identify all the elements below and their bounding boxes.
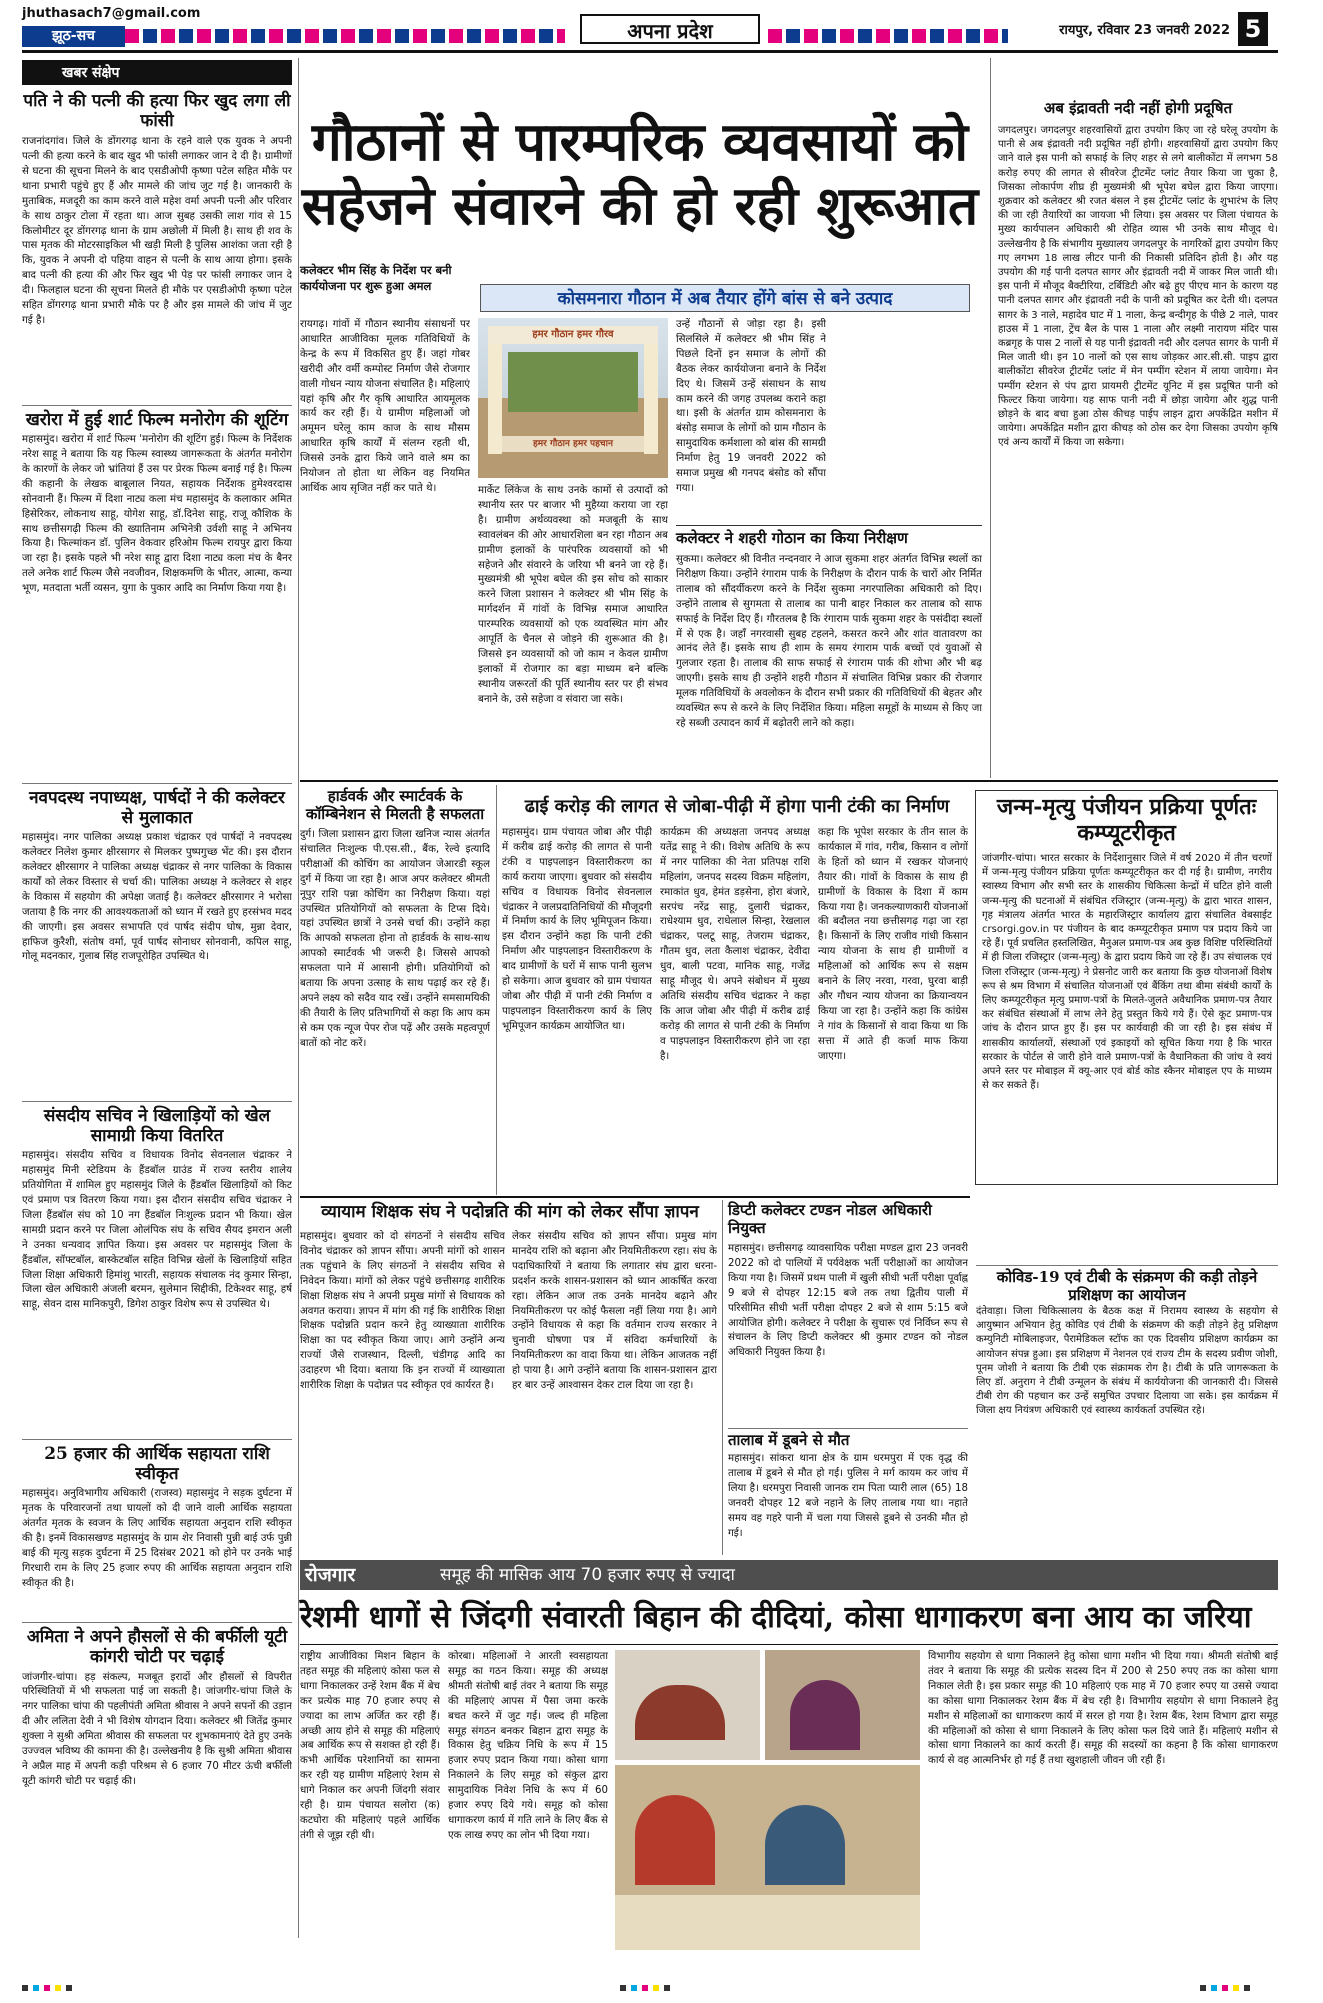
brief-1-body: राजनांदगांव। जिले के डोंगरगढ़ थाना के रहने वाले एक युवक ने अपनी पत्नी की हत्या करने के बाद खुद भी फांसी लगाकर जान दे दी है। ग्रामीणों से घटना की सूचना मिलने के बाद एसडीओपी कृष्णा पटेल सहित मौके पर थाना प्रभारी पहुंचे हुए हैं और मामले की जांच जुट गई है। जानकारी के मुताबिक, मजदूरी का काम करने वाले महेश वर्मा अपनी पत्नी और परिवार के साथ ठाकुर टोला में रहता था। आज सुबह उसकी लाश गांव से 15 किलोमीटर दूर डोंगरगढ़ थाना के ग्राम अछोली में मिली है। साथ ही शव के पास मृतक की मोटरसाइकिल भी खड़ी मिली है पुलिस आशंका जता रही है कि, युवक ने अपनी दो पहिया वाहन से पत्नी के साथ आया होगा। इसके बाद पत्नी की हत्या की और फिर खुद भी पेड़ पर फांसी लगाकर जान दे दी। फिलहाल घटना की सूचना मिलते ही मौके पर एसडीओपी कृष्णा पटेल सहित डोंगरगढ़ थाना प्रभारी मौके पर है और इस मामले की जांच में जुट गई है। — [22, 136, 292, 326]
brief-label: खबर संक्षेप — [22, 60, 292, 85]
brief-4-headline: संसदीय सचिव ने खिलाड़ियों को खेल सामाग्री किया वितरित — [22, 1101, 292, 1146]
birthdeath-headline: जन्म-मृत्यु पंजीयन प्रक्रिया पूर्णतः कम्प्यूटरीकृत — [996, 794, 1257, 846]
brief-2-headline: खरोरा में हुई शार्ट फिल्म मनोरोग की शूटिंग — [22, 405, 292, 430]
lead-banner: कोसमनारा गौठान में अब तैयार होंगे बांस से बने उत्पाद — [480, 284, 970, 312]
deputy-collector-headline: डिप्टी कलेक्टर टण्डन नोडल अधिकारी नियुक्त — [728, 1201, 932, 1237]
drowning-headline: तालाब में डूबने से मौत — [728, 1428, 968, 1450]
brief-3-body: महासमुंद। नगर पालिका अध्यक्ष प्रकाश चंद्राकर एवं पार्षदों ने नवपदस्थ कलेक्टर निलेश कुमार क्षीरसागर से मिलकर पुष्पगुच्छ भेंट की। इस दौरान कलेक्टर क्षीरसागर ने पालिका अध्यक्ष चंद्राकर से नगर पालिका के विकास कार्यों को लेकर विस्तार से चर्चा की। पालिका अध्यक्ष ने कलेक्टर से शहर के विकास में सहयोग की अपेक्षा जताई है। कलेक्टर क्षीरसागर ने भरोसा जताया है कि नगर की आवश्यकताओं को ध्यान में रखते हुए हरसंभव मदद की जाएगी। इस अवसर सभापति एवं पार्षद संदीप घोष, मुन्ना देवार, हाफिज कुरैशी, संतोष वर्मा, पूर्व पार्षद सोनाधर सोनवानी, कपिल साहू, गोलू मदनकार, गुलाब सिंह राजपूरोहित उपस्थित थे। — [22, 832, 292, 963]
masthead-rule — [22, 50, 1278, 53]
gate-pillar-right — [644, 344, 658, 454]
masthead-stripe-right — [768, 29, 1008, 43]
drowning-body: महासमुंद। सांकरा थाना क्षेत्र के ग्राम धरमपुरा में एक वृद्ध की तालाब में डूबने से मौत हो गई। पुलिस ने मर्ग कायम कर जांच में लिया है। धरमपुरा निवासी जानक राम पिता प्यारी लाल (65) 18 जनवरी दोपहर 12 बजे नहाने के लिए तालाब गया था। नहाते समय वह गहरे पानी में चला गया जिससे डूबने से उनकी मौत हो गई। — [728, 1453, 968, 1539]
brief-6-body: जांजगीर-चांपा। हड़ संकल्प, मजबूत इरादों और हौसलों से विपरीत परिस्थितियों में भी सफलता पाई जा सकती है। जांजगीर-चांपा जिले के नगर पालिका चांपा की पहलीपंती अमिता श्रीवास ने अपने सपनों की उड़ान दी और ललिता देवी ने भी विशेष योगदान दिया। कलेक्टर श्री जितेंद्र कुमार शुक्ला ने सुश्री अमिता श्रीवास की सफलता पर शुभकामनाएं देते हुए उनके उज्ज्वल भविष्य की कामना की है। उल्लेखनीय है कि सुश्री अमिता श्रीवास ने अप्रैल माह में अपनी कड़ी परिश्रम से 6 हजार 70 मीटर ऊंची बर्फीली यूटी कांगरी चोटी पर चढ़ाई की। — [22, 1671, 292, 1787]
trees — [508, 352, 638, 412]
birthdeath-body: जांजगीर-चांपा। भारत सरकार के निर्देशानुसार जिले में वर्ष 2020 में तीन चरणों में जन्म-मृत्यु पंजीयन प्रक्रिया पूर्णतः कम्प्यूटरीकृत कर दी गई है। ग्रामीण, नगरीय स्वास्थ्य विभाग और सभी स्तर के शासकीय चिकित्सा केन्द्रों में घटित होने वाली जन्म-मृत्यु की घटनाओं में संबंधित रजिस्ट्रार (जन्म-मृत्यु) के द्वारा भारत शासन, गृह मंत्रालय अंतर्गत भारत के महारजिस्ट्रार कार्यालय द्वारा संचालित वेबसाईट crsorgi.gov.in पर पंजीयन के बाद कम्प्यूटरीकृत प्रमाण पत्र प्रदाय किये जा रहे हैं। पूर्व प्रचलित हस्तलिखित, मैनुअल प्रमाण-पत्र अब कुछ विशिष्ट परिस्थितियों में ही जिला रजिस्ट्रार (जन्म-मृत्यु) के द्वारा प्रदाय किये जा रहे हैं। उप संचालक एवं जिला रजिस्ट्रार (जन्म-मृत्यु) ने प्रेसनोट जारी कर बताया कि कुछ योजनाओं विशेष रूप से श्रम विभाग में संचालित योजनाओं एवं बैंकिंग तथा बीमा संबंधी कार्यों के लिए कम्प्यूटरीकृत मृत्यु प्रमाण-पत्रों के मिलते-जुलते अवैधानिक प्रमाण-पत्र तैयार कर संबंधित संस्थाओं में लाभ लेने हेतु प्रस्तुत किये गये हैं। ऐसे कूट प्रमाण-पत्र जांच के दौरान प्राप्त हुए हैं। इस पर कार्यवाही की जा रही है। इस संबंध में शासकीय कार्यालयों, संस्थाओं एवं इकाइयों को सूचित किया गया है कि भारत सरकार के पोर्टल से जारी होने वाले प्रमाण-पत्रों के वैधानिकता की जांच वे स्वयं अपने स्तर पर मोबाइल में क्यू-आर एवं बोर्ड कोड स्कैनर मोबाइल एप के माध्यम से कर सकते हैं। — [982, 853, 1272, 1092]
section-title: अपना प्रदेश — [580, 14, 760, 44]
rozgar-body-col3: विभागीय सहयोग से धागा निकालने हेतु कोसा धागा मशीन भी दिया गया। श्रीमती संतोषी बाई तंवर ने बताया कि समूह की प्रत्येक सदस्य दिन में 200 से 250 रुपए तक का कोसा धागा निकाल लेती है। इस प्रकार समूह की 10 महिलाएं एक माह में 70 हजार रुपए या उससे ज्यादा का कोसा धागा निकालकर रेशम बैंक में बेच रही है। विभागीय सहयोग से धागा निकालने हेतु मशीन से महिलाओं का धागाकरण कार्य में सरल हो गया है। रेशम बैंक, रेशम विभाग द्वारा समूह की महिलाओं को कोसा से धागा निकालने के लिए कोसा फल दिये जाते हैं। महिलाएं मशीन से कोसा धागा निकालने का कार्य करती हैं। समूह की सदस्यों का कहना है कि कोसा धागाकरण कार्य से वह आत्मनिर्भर हो गई हैं तथा खुशहाली जीवन जी रही हैं। — [928, 1651, 1278, 1767]
rozgar-body-col2: कोरबा। महिलाओं ने आरती स्वसहायता समूह का गठन किया। समूह की अध्यक्ष श्रीमती संतोषी बाई तंवर ने बताया कि समूह की महिलाएं आपस में पैसा जमा करके बचत करने में जुट गई। जल्द ही महिला समूह संगठन बनकर बिहान द्वारा समूह के विकास हेतु चक्रिय निधि के रूप में 15 हजार रुपए प्रदान किया गया। कोसा धागा निकालने के लिए समूह को संकुल द्वारा सामुदायिक निवेश निधि के रूप में 60 हजार रुपए दिये गये। समूह को कोसा धागाकरण कार्य में गति लाने के लिए बैंक से एक लाख रुपए का लोन भी दिया गया। — [448, 1651, 608, 1841]
rozgar-headline: रेशमी धागों से जिंदगी संवारती बिहान की दीदियां, कोसा धागाकरण बना आय का जरिया — [300, 1600, 1252, 1635]
lead-body-col2: मार्केट लिंकेज के साथ उनके कामों से उत्पादों को स्थानीय स्तर पर बाजार भी मुहैय्या कराया जा रहा है। ग्रामीण अर्थव्यवस्था को मजबूती के साथ स्वावलंबन की ओर आधारशिला बन रहा गौठान अब ग्रामीण इलाकों के पारंपरिक व्यवसायों को भी सहेजने और संवारने के जरिया भी बनने जा रहे हैं। मुख्यमंत्री श्री भूपेश बघेल की इस सोच को साकार करने जिला प्रशासन ने कलेक्टर श्री भीम सिंह के मार्गदर्शन में गांवों के विभिन्न समाज आधारित पारम्परिक व्यवसायों को एक व्यवस्थित मांग और आपूर्ति के चैनल से जोड़ने की शुरूआत की है। जिससे इन व्यवसायों को जो काम न केवल ग्रामीण इलाकों में रोजगार का बड़ा माध्यम बने बल्कि स्थानीय जरूरतों की पूर्ति स्थानीय स्तर पर ही संभव बनाने के, उसे सहेजा व संवारा जा सके। — [478, 485, 668, 705]
exercise-body-col1: महासमुंद। बुधवार को दो संगठनों ने संसदीय सचिव विनोद चंद्राकर को ज्ञापन सौंपा। अपनी मांगों को शासन तक पहुंचाने के लिए संगठनों ने संसदीय सचिव से निवेदन किया। मांगों को लेकर पहुंचे छत्तीसगढ़ शारीरिक शिक्षा शिक्षक संघ ने अपनी प्रमुख मांगों से विधायक को अवगत कराया। ज्ञापन में मांग की गई कि शारीरिक शिक्षा शिक्षक पदोन्नति प्रदान करने हेतु व्याख्याता शारीरिक शिक्षा का पद स्वीकृत किया जाए। आगे उन्होंने अन्य राज्यों जैसे राजस्थान, दिल्ली, चंडीगढ़ आदि का उदाहरण भी दिया। बताया कि इन राज्यों में व्याख्याता शारीरिक शिक्षा के पदोन्नत पद स्वीकृत एवं कार्यरत है। — [300, 1231, 505, 1392]
indravati-headline: अब इंद्रावती नदी नहीं होगी प्रदूषित — [1043, 99, 1233, 117]
lead-kicker: कलेक्टर भीम सिंह के निर्देश पर बनी कार्ययोजना पर शुरू हुआ अमल — [300, 263, 452, 293]
gate-sign-top: हमर गौठान हमर गौरव — [488, 326, 658, 344]
registration-marks-left — [22, 1985, 72, 1991]
brief-column — [22, 60, 292, 1950]
brief-6-headline: अमिता ने अपने हौसलों से की बर्फीली यूटी कांगरी चोटी पर चढ़ाई — [22, 1622, 292, 1667]
rozgar-rule — [300, 1644, 1278, 1645]
rozgar-photo-3 — [615, 1765, 920, 1950]
brand-logo: झूठ-सच — [22, 26, 125, 47]
section-rule-2 — [300, 1196, 970, 1198]
watertank-body-col2: कार्यक्रम की अध्यक्षता जनपद अध्यक्ष यतेंद्र साहू ने की। विशेष अतिथि के रूप में नगर पालिका की नेता प्रतिपक्ष राशि महिलांग, जनपद सदस्य विक्रम महिलांग, रमाकांत धुव, हेमंत डड़सेना, होरा बंजारे, सरपंच नरेंद्र साहू, दुलारी चंद्राकर, राधेश्याम धुव, राधेलाल सिन्हा, रेखलाल चंद्राकर, पलटू साहू, तेजराम चंद्राकर, गौतम धुव, लता कैलाश चंद्राकर, देवीदा धुव, बाली पटवा, मानिक साहू, गजेंद्र साहू मौजूद थे। अपने संबोधन में मुख्य अतिथि संसदीय सचिव चंद्राकर ने कहा कि आज जोबा और पीढ़ी में करीब ढाई करोड़ की लागत से पानी टंकी के निर्माण व पाइपलाइन विस्तारीकरण होने जा रहा है। — [660, 827, 810, 1062]
hardwork-body: दुर्ग। जिला प्रशासन द्वारा जिला खनिज न्यास अंतर्गत संचालित निःशुल्क पी.एस.सी., बैंक, रेल्वे इत्यादि परीक्षाओं की कोचिंग का आयोजन जेआरडी स्कूल दुर्ग में किया जा रहा है। आज अपर कलेक्टर श्रीमती नूपुर राशि पन्ना कोचिंग का निरीक्षण किया। यहां उपस्थित प्रतियोगियों को सफलता के टिप्स दिये। यहां उपस्थित छात्रों ने उनसे चर्चा की। उन्होंने कहा कि आपको सफलता होना तो हार्डवर्क के साथ-साथ आपको स्मार्टवर्क भी जरूरी है। जिससे आपको सफलता पाने में आसानी होगी। प्रतियोगियों को बताया कि अपना उत्साह के साथ पढ़ाई कर रहे हैं। अपने लक्ष्य को सदैव याद रखें। उन्होंने समसामयिकी की तैयारी के लिए प्रतिभागियों से कहा कि आप कम से कम एक न्यूज पेपर रोज पढ़ें और उसके महत्वपूर्ण बातों को नोट करें। — [300, 829, 490, 1049]
column-divider-4 — [722, 1200, 723, 1555]
brief-2-body: महासमुंद। खरोरा में शार्ट फिल्म 'मनोरोग की शूटिंग हुई। फिल्म के निर्देशक नरेश साहू ने बताया कि यह फिल्म स्वास्थ्य जागरूकता के अंतर्गत मनोरोग के कारणों के लेकर जो भ्रांतियां हैं उस पर प्रेरक फिल्म बनाई गई है। फिल्म की कहानी के लेखक बाबूलाल नियत, सहायक निर्देशक हुमेश्वरदास सोनवानी हैं। फिल्म में दिशा नाट्य कला मंच महासमुंद के कलाकार अमित हिसेरिकर, लोकनाथ साहू, योगेश साहू, डॉ.दिनेश साहू, राजू कौशिक के साथ छत्तीसगढ़ी फिल्म की ख्यातिनाम अभिनेत्री उर्वशी साहू ने अभिनय किया है। फिल्मांकन डॉ. पुलिन वेकवार हरिओम फिल्म रायपुर द्वारा किया जा रहा है। इसके पहले भी नरेश साहू द्वारा दिशा नाट्य कला मंच के बैनर तले अनेक शार्ट फिल्म जैसे नवजीवन, शिक्षकमणि के भीतर, आत्मा, कन्या भूण, मतदाता भर्ती व्यसन, युगा के पुकार आदि का निर्माण किया गया है। — [22, 434, 292, 595]
lead-headline: गौठानों से पारम्परिक व्यवसायों को सहेजने संवारने की हो रही शुरूआत — [301, 111, 979, 237]
section-rule — [300, 780, 1278, 782]
registration-marks-right — [1200, 1985, 1250, 1991]
column-divider-2 — [990, 58, 991, 778]
covid-tb-body: दंतेवाड़ा। जिला चिकित्सालय के बैठक कक्ष में निरामय स्वास्थ्य के सहयोग से आयुष्मान अभियान हेतु कोविड एवं टीबी के संक्रमण की कड़ी तोड़ने हेतु प्रशिक्षण कम्युनिटी मोबिलाइजर, पैरामेडिकल स्टॉफ का एक दिवसीय प्रशिक्षण कार्यक्रम का आयोजन संपन्न हुआ। इस प्रशिक्षण में नेशनल एवं राज्य टीम के सदस्य प्रवीण जोशी, पूनम जोशी ने बताया कि टीबी एक संक्रामक रोग है। टीबी के प्रति जागरूकता के लिए डॉ. अनुराग ने टीबी उन्मूलन के संबंध में कार्ययोजना की जानकारी दी। जिससे टीबी रोग की पहचान कर उन्हें समुचित उपचार दिलाया जा सके। इस कार्यक्रम में जिला क्षय नियंत्रण अधिकारी एवं स्वास्थ्य कार्यकर्ता उपस्थित रहे। — [976, 1306, 1278, 1417]
deputy-collector-body: महासमुंद। छत्तीसगढ़ व्यावसायिक परीक्षा मण्डल द्वारा 23 जनवरी 2022 को दो पालियों में पर्यवेक्षक भर्ती परीक्षाओं का आयोजन किया गया है। जिसमें प्रथम पाली में खुली सीधी भर्ती परीक्षा पूर्वाह्न 9 बजे से दोपहर 12:15 बजे तक तथा द्वितीय पाली में परिसीमित सीधी भर्ती परीक्षा दोपहर 2 बजे से शाम 5:15 बजे आयोजित होगी। कलेक्टर ने परीक्षा के सुचारू एवं निर्विघ्न रूप से संचालन के लिए डिप्टी कलेक्टर श्री कुमार टण्डन को नोडल अधिकारी नियुक्त किया है। — [728, 1243, 968, 1359]
exercise-headline: व्यायाम शिक्षक संघ ने पदोन्नति की मांग को लेकर सौंपा ज्ञापन — [321, 1202, 699, 1222]
rozgar-kicker: समूह की मासिक आय 70 हजार रुपए से ज्यादा — [440, 1565, 735, 1585]
rozgar-body-col1: राष्ट्रीय आजीविका मिशन बिहान के तहत समूह की महिलाएं कोसा फल से धागा निकालकर उन्हें रेशम बैंक में बेच कर प्रत्येक माह 70 हजार रुपए से ज्यादा का लाभ अर्जित कर रही हैं। अच्छी आय होने से समूह की महिलाएं अब आर्थिक रूप से सशक्त हो रही हैं। कभी आर्थिक परेशानियों का सामना कर रही यह ग्रामीण महिलाएं रेशम से धागे निकाल कर अपनी जिंदगी संवार रही है। ग्राम पंचायत सलोरा (क) कटघोरा की महिलाएं पहले आर्थिक तंगी से जूझ रही थी। — [300, 1651, 440, 1841]
registration-marks-center — [620, 1985, 670, 1991]
lead-body-col1: रायगढ़। गांवों में गौठान स्थानीय संसाधनों पर आधारित आजीविका मूलक गतिविधियों के केन्द्र के रूप में विकसित हुए हैं। जहां गोबर खरीदी और वर्मी कम्पोस्ट निर्माण जैसे रोजगार वाली गोधन न्याय योजना संचालित है। महिलाएं यहां कृषि और गैर कृषि आधारित आयमूलक कार्य कर रही हैं। ये ग्रामीण महिलाओं जो अमूमन घरेलू काम काज के साथ मौसम आधारित कृषि कार्यों में संलग्न रहती थी, जिससे उनके द्वारा किये जाने वाले श्रम का नियोजन तो होता था लेकिन वह नियमित आर्थिक आय सृजित नहीं कर पाते थे। — [300, 319, 470, 494]
lead-body-col3: उन्हें गौठानों से जोड़ा रहा है। इसी सिलसिले में कलेक्टर श्री भीम सिंह ने पिछले दिनों इन समाज के लोगों की बैठक लेकर कार्ययोजना बनाने के निर्देश दिए थे। जिसमें उन्हें संसाधन के साथ काम करने की जगह उपलब्ध कराने कहा था। इसी के अंतर्गत ग्राम कोसमनारा के बंसोड़ समाज के लोगों को ग्राम गौठान के सामुदायिक कर्मशाला को बांस की सामग्री निर्माण हेतु 19 जनवरी 2022 को समाज प्रमुख श्री गनपद बंसोड को सौंपा गया। — [676, 319, 826, 494]
gate-pillar-left — [488, 344, 502, 454]
rozgar-photo-2 — [765, 1650, 920, 1760]
gate-sign-bottom: हमर गौठान हमर पहचान — [502, 436, 644, 452]
masthead-stripe — [125, 29, 565, 43]
watertank-headline: ढाई करोड़ की लागत से जोबा-पीढ़ी में होगा पानी टंकी का निर्माण — [524, 796, 950, 817]
dateline: रायपुर, रविवार 23 जनवरी 2022 — [1059, 23, 1230, 38]
email-text: jhuthasach7@gmail.com — [22, 6, 201, 21]
brief-5-body: महासमुंद। अनुविभागीय अधिकारी (राजस्व) महासमुंद ने सड़क दुर्घटना में मृतक के परिवारजनों तथा घायलों को दी जाने वाली आर्थिक सहायता अंतर्गत मृतक के स्वजन के लिए आर्थिक सहायता अनुदान राशि स्वीकृत की है। इनमें विकासखण्ड महासमुंद के ग्राम शेर निवासी पुन्नी बाई उर्फ पुन्नी बाई की मृत्यु सड़क दुर्घटना में 25 दिसंबर 2021 को होने पर उनके भाई गिरधारी राम के लिए 25 हजार रुपए की आर्थिक सहायता अनुदान राशि स्वीकृत की है। — [22, 1488, 292, 1589]
exercise-body-col2: लेकर संसदीय सचिव को ज्ञापन सौंपा। प्रमुख मांग मानदेय राशि को बढ़ाना और नियमितीकरण रहा। संघ के पदाधिकारियों ने बताया कि लगातार संघ द्वारा धरना-प्रदर्शन करके शासन-प्रशासन को ध्यान आकर्षित करवा रहा। लेकिन आज तक उनके मानदेय बढ़ाने और नियमितीकरण पर कोई फैसला नहीं लिया गया है। आगे उन्होंने विधायक से कहा कि वर्तमान राज्य सरकार ने चुनावी घोषणा पत्र में संविदा कर्मचारियों के नियमितीकरण का वादा किया था। लेकिन आजतक नहीं हो पाया है। आगे उन्होंने बताया कि शासन-प्रशासन द्वारा हर बार उन्हें आश्वासन देकर टाल दिया जा रहा है। — [512, 1231, 717, 1392]
gauthan-photo — [478, 318, 668, 478]
column-divider-3 — [496, 785, 497, 1195]
indravati-body: जगदलपुर। जगदलपुर शहरवासियों द्वारा उपयोग किए जा रहे घरेलू उपयोग के पानी से अब इंद्रावती नदी प्रदूषित नहीं होगी। शहरवासियों द्वारा उपयोग किए जाने वाले इस पानी को सफाई के लिए शहर से लगे बालीकोंटा में लगभग 58 करोड़ रुपए की लागत से सीवरेज ट्रीटमेंट प्लांट तैयार किया जा चुका है, जिसका लोकार्पण शीघ्र ही मुख्यमंत्री श्री भूपेश बघेल द्वारा किया जाएगा। शुक्रवार को कलेक्टर श्री रजत बंसल ने इस ट्रीटमेंट प्लांट के शुभारंभ के लिए की जा रही तैयारियों का जायजा भी लिया। इस अवसर पर जिला पंचायत के मुख्य कार्यपालन अधिकारी श्री रोहित व्यास भी उनके साथ मौजूद थे। उल्लेखनीय है कि संभागीय मुख्यालय जगदलपुर के नागरिकों द्वारा उपयोग किए गए लगभग 18 लाख लीटर पानी की निकासी प्रतिदिन होती है। और यह उपयोग की गई पानी दलपत सागर और इंद्रावती नदी में जाकर मिल जाती थी। इस पानी में मौजूद बैक्टीरिया, टर्बिडिटी और बढ़े हुए पीएच मान के कारण यह पानी दलपत सागर और इंद्रावती नदी के पानी को प्रदूषित कर देती थी। दलपत सागर के 3 नाले, महादेव घाट में 1 नाला, केन्द्र बन्दीगृह के पीछे 2 नाले, पावर हाउस में 1 नाला, ट्रेंच बैल के पास 1 नाला और लक्ष्मी नारायण मंदिर पास कब्रगृह के पास 2 नालों से यह पानी इंद्रावती नदी और दलपत सागर के पानी में मिल जाती थी। इन 10 नालों को एस साथ जोड़कर आर.सी.सी. पाइप द्वारा बालीकोंटा सीवरेज ट्रीटमेंट प्लांट में मेन पम्पींग स्टेशन में लाया जायेगा। मेन पम्पींग स्टेशन से पंप द्वारा प्रायमरी ट्रीटमेंट यूनिट में इस प्रदूषित पानी को फिल्टर किया जायेगा। यह साफ पानी नदी में छोड़ा जायेगा और शुद्ध पानी छोड़ने के बाद बचा हुआ ठोस कीचड़ पाईप लाइन द्वारा अपकेंद्रित मशीन में जायेगा। अपकेंद्रित मशीन द्वारा कीचड़ को ठोस कर देगा जिसका उपयोग कृषि एवं अन्य कार्यों में किया जा सकेगा। — [998, 125, 1278, 449]
brief-3-headline: नवपदस्थ नपाध्यक्ष, पार्षदों ने की कलेक्टर से मुलाकात — [22, 783, 292, 828]
subhead-rule — [676, 525, 982, 526]
covid-tb-headline: कोविड-19 एवं टीबी के संक्रमण की कड़ी तोड़ने प्रशिक्षण का आयोजन — [976, 1265, 1278, 1304]
watertank-body-col3: कहा कि भूपेश सरकार के तीन साल के कार्यकाल में गांव, गरीब, किसान व लोगों के हितों को ध्यान में रखकर योजनाएं तैयार की। गांवों के विकास के साथ ही ग्रामीणों के विकास के दिशा में काम किया गया है। जनकल्याणकारी योजनाओं की बदौलत नया छत्तीसगढ़ गढ़ा जा रहा है। किसानों के लिए राजीव गांधी किसान न्याय योजना के साथ ही ग्रामीणों व महिलाओं को आर्थिक रूप से सक्षम बनाने के लिए नरवा, गरवा, घुरवा बाड़ी और गौधन न्याय योजना का क्रियान्वयन किया जा रहा है। उन्होंने कहा कि कांग्रेस ने गांव के किसानों से वादा किया था कि सत्ता में आते ही कर्जा माफ किया जाएगा। — [818, 827, 968, 1062]
page-number: 5 — [1238, 12, 1268, 46]
rozgar-photo-1 — [615, 1650, 760, 1760]
hardwork-headline: हार्डवर्क और स्मार्टवर्क के कॉम्बिनेशन से मिलती है सफलता — [305, 787, 485, 823]
rozgar-tag: रोजगार — [305, 1564, 356, 1586]
collector-subhead: कलेक्टर ने शहरी गोठान का किया निरीक्षण — [676, 529, 908, 547]
watertank-body-col1: महासमुंद। ग्राम पंचायत जोबा और पीढ़ी में करीब ढाई करोड़ की लागत से पानी टंकी व पाइपलाइन विस्तारीकरण का कार्य कराया जाएगा। बुधवार को संसदीय सचिव व विधायक विनोद सेवनलाल चंद्राकर ने जलप्रदातिनिधियों की मौजूदगी में निर्माण कार्य के लिए भूमिपूजन किया। इस दौरान उन्होंने कहा कि पानी टंकी निर्माण और पाइपलाइन विस्तारीकरण के बाद ग्रामीणों के घरों में साफ पानी सुलभ हो सकेगा। आज बुधवार को ग्राम पंचायत जोबा और पीढ़ी में पानी टंकी निर्माण व पाइपलाइन विस्तारीकरण कार्य के लिए भूमिपूजन कार्यक्रम आयोजित था। — [502, 827, 652, 1032]
collector-subbody: सुकमा। कलेक्टर श्री विनीत नन्दनवार ने आज सुकमा शहर अंतर्गत विभिन्न स्थलों का निरीक्षण किया। उन्होंने रंगाराम पार्क के निरीक्षण के दौरान पार्क के चारों ओर निर्मित तालाब को सौंदर्यीकरण करने के निर्देश सुकमा नगरपालिका अधिकारी को दिए। उन्होंने तालाब से सुगमता से तालाब का पानी बाहर निकाल कर तालाब को साफ सफाई के निर्देश दिए हैं। गौरतलब है कि रंगाराम पार्क सुकमा शहर के पसंदीदा स्थलों में से एक है। जहाँ नगरवासी सुबह टहलने, कसरत करने और शांत वातावरण का आनंद लेते हैं। इसके साथ ही शाम के समय रंगाराम पार्क बच्चों एवं युवाओं से गुलजार रहता है। तालाब की साफ सफाई से रंगाराम पार्क की शोभा और भी बढ़ जाएगी। इसके साथ ही उन्होंने शहरी गौठान में संचालित विभिन्न प्रकार की रोजगार मूलक गतिविधियों के अवलोकन के दौरान सभी प्रकार की गतिविधियों की बेहतर और व्यवस्थित रूप से करने के लिए निर्देशित किया। महिला समूहों के माध्यम से किए जा रहे सब्जी उत्पादन कार्य में बढ़ोतरी लाने को कहा। — [676, 554, 982, 729]
brief-1-headline: पति ने की पत्नी की हत्या फिर खुद लगा ली फांसी — [23, 91, 291, 132]
brief-5-headline: 25 हजार की आर्थिक सहायता राशि स्वीकृत — [22, 1439, 292, 1484]
column-divider — [298, 58, 299, 1938]
brief-4-body: महासमुंद। संसदीय सचिव व विधायक विनोद सेवनलाल चंद्राकर ने महासमुंद मिनी स्टेडियम के हैंडबॉल ग्राउंड में राज्य स्तरीय शालेय प्रतियोगिता में शामिल हुए महासमुंद जिले के हैंडबॉल खिलाड़ियों को किट एवं प्रमाण पत्र वितरण किया गया। इस दौरान संसदीय सचिव चंद्राकर ने जिला हैंडबॉल संघ को 10 नग हैंडबॉल निःशुल्क प्रदान भी किया। खेल सामग्री प्रदान करने पर जिला ओलंपिक संघ के सचिव सैयद इमरान अली ने उनका धन्यवाद ज्ञापित किया। इस अवसर पर महासमुंद जिला के हैंडबॉल, सॉफ्टबॉल, बास्केटबॉल सहित विभिन्न खेलों के खिलाड़ियों सहित जिला शिक्षा अधिकारी हिमांशु भारती, सहायक संचालक नंद कुमार सिन्हा, जिला खेल अधिकारी अंजली बरमन, सुलेमान सिद्दीकी, टिकेश्वर साहू, हर्ष साहू, सेवन दास मानिकपुरी, डिगेश ठाकुर विशेष रूप से उपस्थित थे। — [22, 1150, 292, 1311]
